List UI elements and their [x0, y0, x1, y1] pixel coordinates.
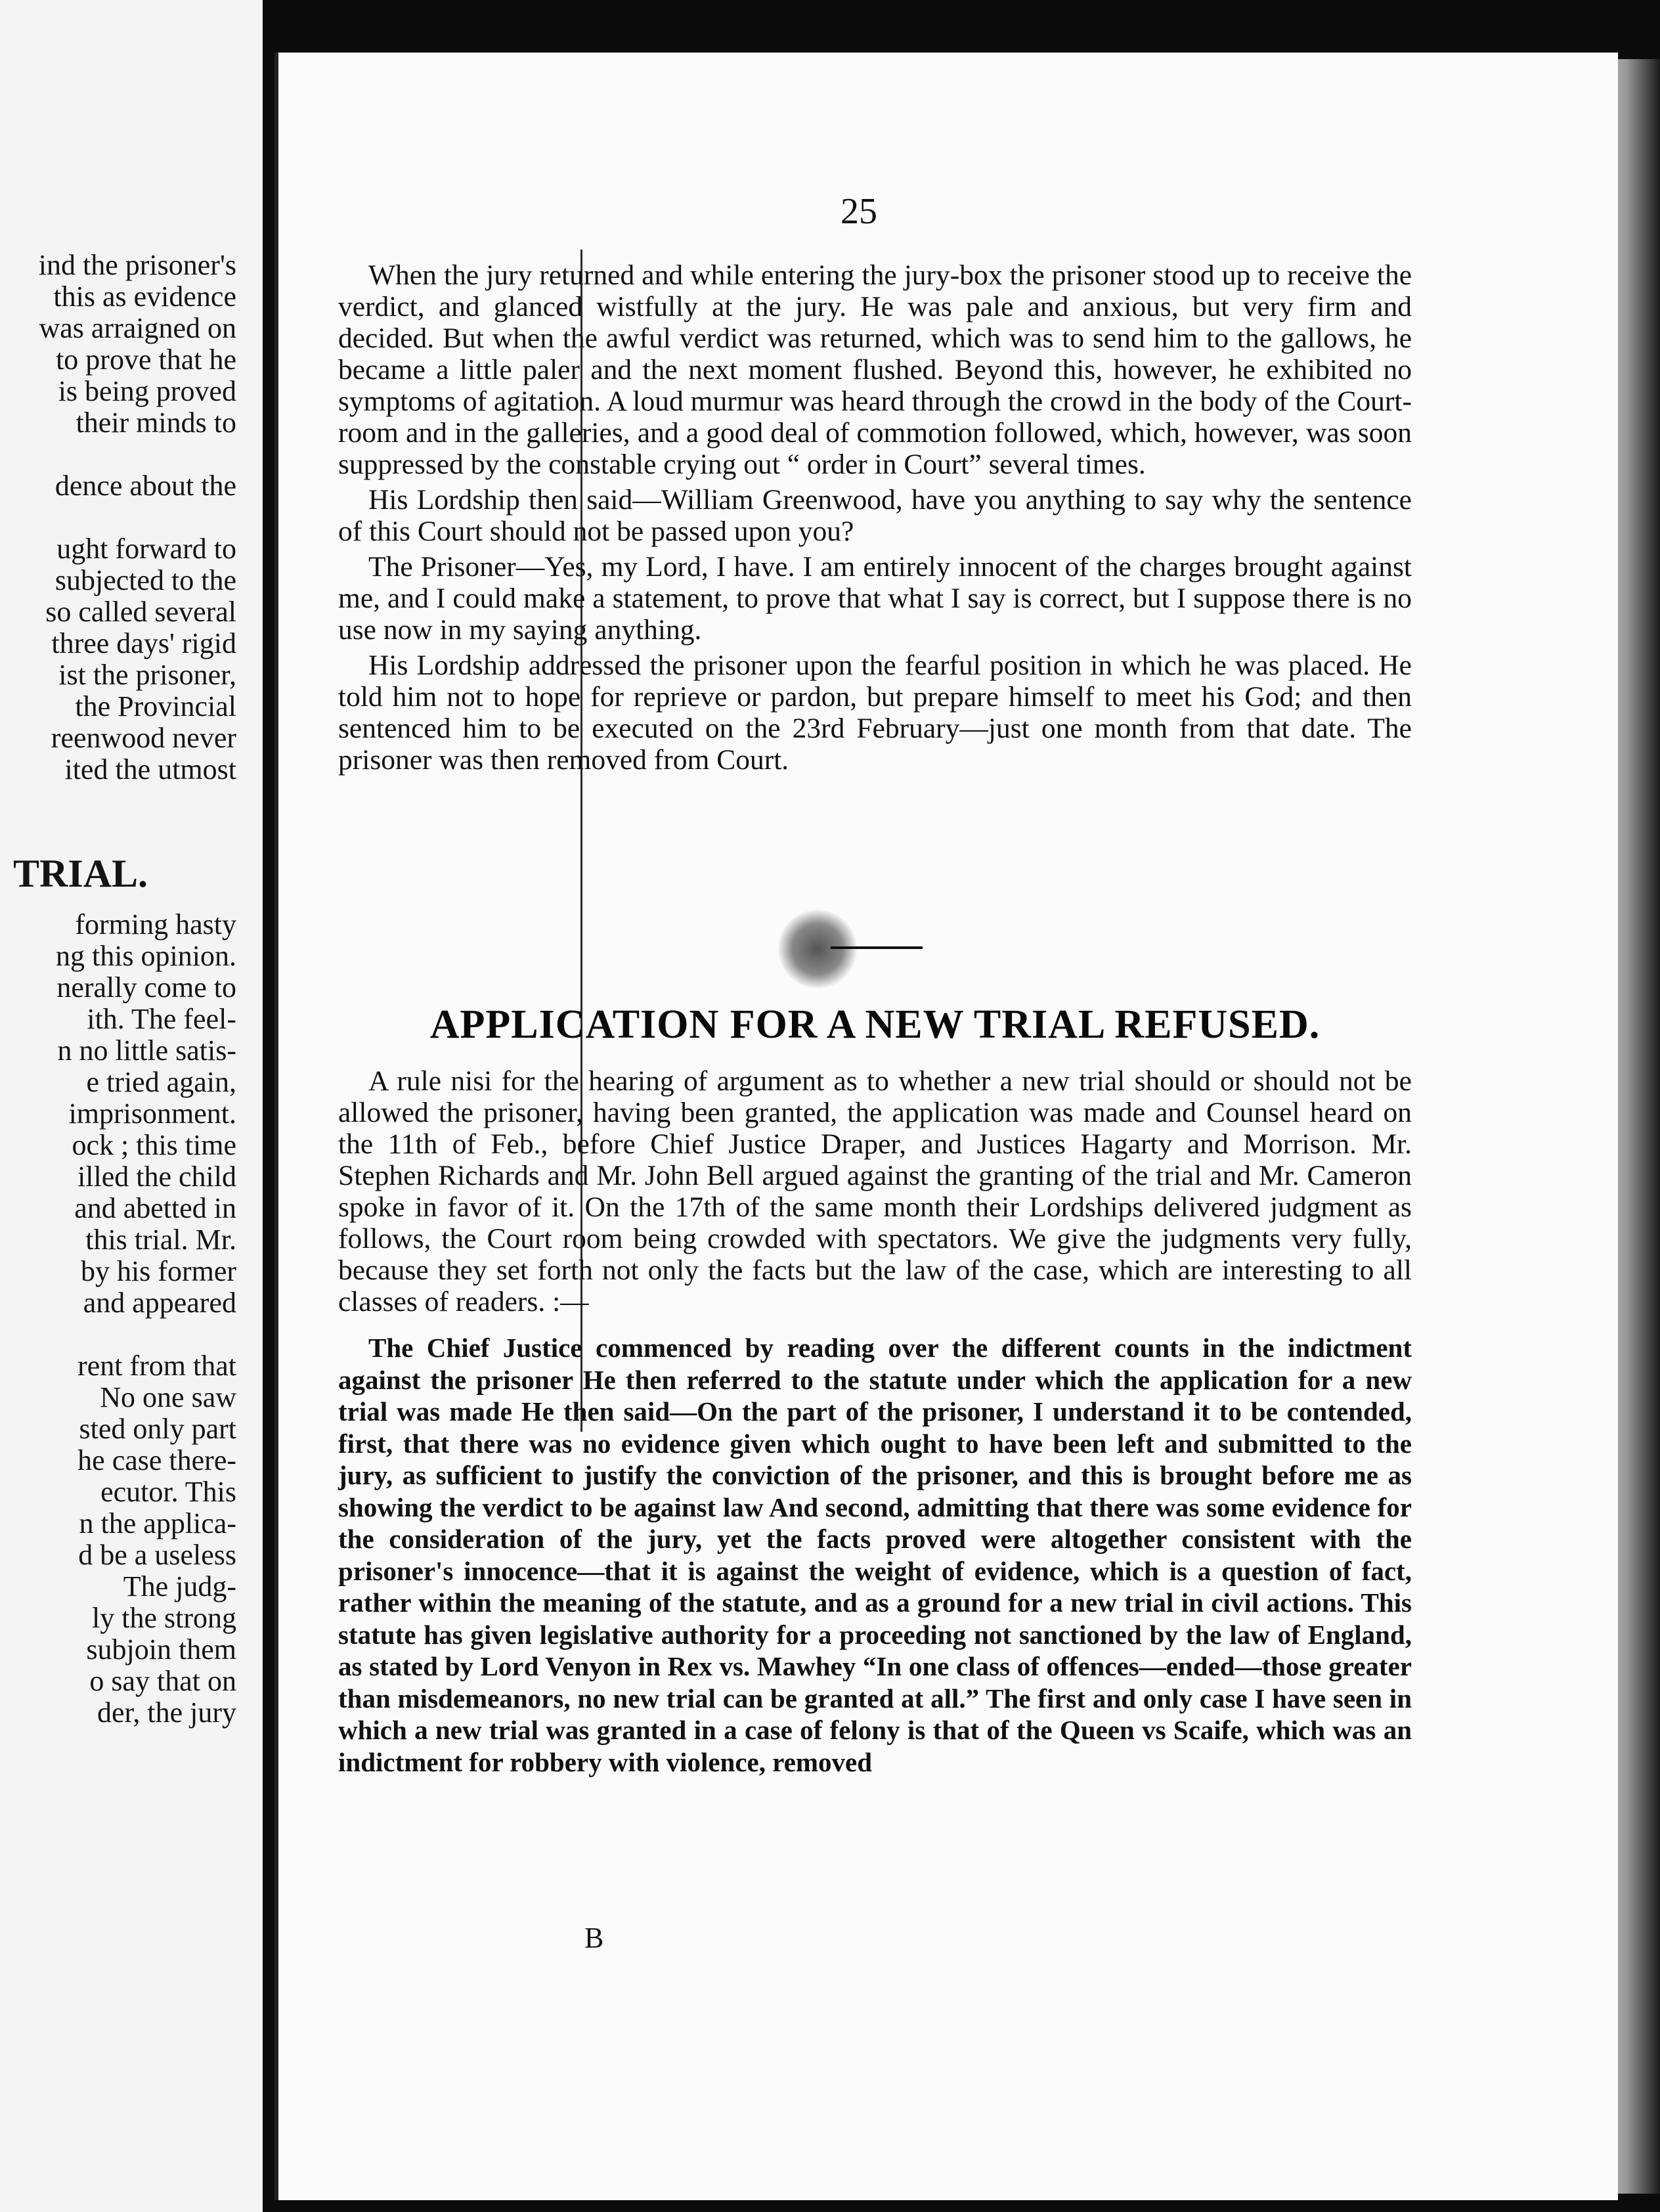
facing-page-bottom-line: subjoin them — [86, 1633, 236, 1666]
page-number: 25 — [841, 191, 877, 232]
paragraph-rule-nisi: A rule nisi for the hearing of argument as to whether a new trial should or should not be allowed the prisoner, having been granted, the application was made and Counsel heard on the 11th of Feb., before Chief Justice Draper, and Justices Hagarty and Morrison. Mr. Stephen Richards and Mr. John Bell argued against the granting of the trial and Mr. Cameron spoke in favor of it. On the 17th of the same month their Lordships delivered judgment as follows, the Court room being crowded with spectators. We give the judgments very fully, because they set forth not only the facts but the law of the case, which are interesting to all classes of readers. :— — [338, 1065, 1412, 1317]
facing-page-top-line: ught forward to — [56, 533, 236, 565]
facing-page-top-line: dence about the — [55, 470, 236, 502]
facing-page-bottom-line: o say that on — [89, 1665, 236, 1697]
paragraph-verdict: When the jury returned and while entering the jury-box the prisoner stood up to receive the verdict, and glanced wistfully at the jury. He was pale and anxious, but very firm and decided. But when the awful verdict was returned, which was to send him to the gallows, he became a little paler and the next moment flushed. Beyond this, however, he exhibited no symptoms of agitation. A loud murmur was heard through the crowd in the body of the Court-room and in the galleries, and a good deal of commotion followed, which, however, was soon suppressed by the constable crying out “ order in Court” several times. — [338, 259, 1412, 480]
facing-page-bottom-line: imprisonment. — [68, 1097, 236, 1130]
facing-page-bottom-line: nerally come to — [56, 971, 236, 1004]
facing-page-bottom-line: d be a useless — [78, 1539, 236, 1571]
facing-page-bottom-line: n the applica- — [79, 1507, 236, 1539]
facing-page-top-line — [0, 502, 263, 533]
paragraph-chief-justice: The Chief Justice commenced by reading over the different counts in the indictment against the prisoner He then referred to the statute under which the application for a new trial was made He then said—On the part of the prisoner, I understand it to be contended, first, that there was no evidence given which ought to have been left and submitted to the jury, as sufficient to justify the conviction of the prisoner, and this is brought before me as showing the verdict to be against law And second, admitting that there was some evidence for the consideration of the jury, yet the facts proved were altogether consistent with the prisoner's innocence—that it is against the weight of evidence, which is a question of fact, rather within the meaning of the statute, and as a ground for a new trial in civil actions. This statute has given legislative authority for a proceeding not sanctioned by the law of England, as stated by Lord Venyon in Rex vs. Mawhey “In one class of offences—ended—those greater than misdemeanors, no new trial can be granted at all.” The first and only case I have seen in which a new trial was granted in a case of felony is that of the Queen vs Scaife, which was an indictment for robbery with violence, removed — [338, 1333, 1412, 1777]
facing-page-bottom-line: n no little satis- — [57, 1034, 236, 1067]
facing-page-bottom-line: ly the strong — [92, 1602, 236, 1634]
facing-page-top-line — [0, 439, 263, 470]
facing-page-bottom-line: ecutor. This — [100, 1476, 236, 1508]
facing-page-bottom-line: ock ; this time — [72, 1129, 236, 1161]
facing-page-bottom-line: he case there- — [77, 1444, 236, 1476]
facing-page-top-line: this as evidence — [53, 280, 236, 313]
facing-page-top-line: is being proved — [58, 375, 236, 407]
facing-page-bottom-line: this trial. Mr. — [85, 1224, 236, 1256]
facing-page-top-line: so called several — [45, 596, 236, 628]
facing-page-bottom-line: ng this opinion. — [55, 940, 236, 972]
section-new-trial — [338, 1002, 1412, 1778]
paragraph-lordship-question: His Lordship then said—William Greenwood, have you anything to say why the sentence of this Court should not be passed upon you? — [338, 484, 1412, 547]
facing-page-top-line: three days' rigid — [51, 627, 236, 659]
section-heading: APPLICATION FOR A NEW TRIAL REFUSED. — [429, 1002, 1321, 1047]
facing-page-top-line: the Provincial — [75, 690, 236, 722]
facing-page-text-bottom — [0, 909, 263, 1729]
facing-page-fragment — [0, 0, 263, 2212]
facing-page-top-line: ited the utmost — [64, 753, 236, 785]
facing-page-bottom-line — [0, 1319, 263, 1350]
facing-page-bottom-line: by his former — [80, 1255, 236, 1287]
facing-page-heading: TRIAL. — [13, 852, 148, 895]
facing-page-bottom-line: sted only part — [79, 1413, 236, 1445]
facing-page-bottom-line: ith. The feel- — [87, 1003, 236, 1035]
facing-page-bottom-line: rent from that — [77, 1350, 236, 1382]
facing-page-bottom-line: and appeared — [83, 1287, 236, 1319]
facing-page-bottom-line: e tried again, — [86, 1066, 236, 1098]
facing-page-bottom-line: The judg- — [123, 1570, 236, 1603]
facing-page-text-top — [0, 0, 263, 785]
facing-page-bottom-line: No one saw — [100, 1381, 236, 1413]
facing-page-top-line: ind the prisoner's — [38, 249, 236, 281]
main-text-column — [338, 259, 1412, 776]
ink-stain — [778, 910, 857, 988]
paragraph-prisoner-reply: The Prisoner—Yes, my Lord, I have. I am entirely innocent of the charges brought against me, and I could make a statement, to prove that what I say is correct, but I suppose there is no use now in my saying anything. — [338, 551, 1412, 646]
facing-page-top-line: was arraigned on — [39, 312, 236, 344]
facing-page-bottom-line: illed the child — [77, 1161, 236, 1193]
facing-page-top-line: to prove that he — [56, 343, 236, 376]
facing-page-top-line: subjected to the — [55, 564, 236, 596]
signature-mark: B — [584, 1922, 604, 1954]
facing-page-top-line: their minds to — [76, 407, 236, 439]
facing-page-bottom-line: der, the jury — [97, 1696, 236, 1729]
facing-page-top-line: reenwood never — [51, 722, 236, 754]
paragraph-sentence: His Lordship addressed the prisoner upon the fearful position in which he was placed. He told him not to hope for reprieve or pardon, but prepare himself to meet his God; and then sentenced him to be executed on the 23rd February—just one month from that date. The prisoner was then removed from Court. — [338, 650, 1412, 776]
facing-page-bottom-line: and abetted in — [74, 1192, 236, 1224]
facing-page-top-line: ist the prisoner, — [58, 659, 236, 691]
facing-page-bottom-line: forming hasty — [75, 908, 236, 940]
section-divider-rule — [831, 946, 923, 949]
